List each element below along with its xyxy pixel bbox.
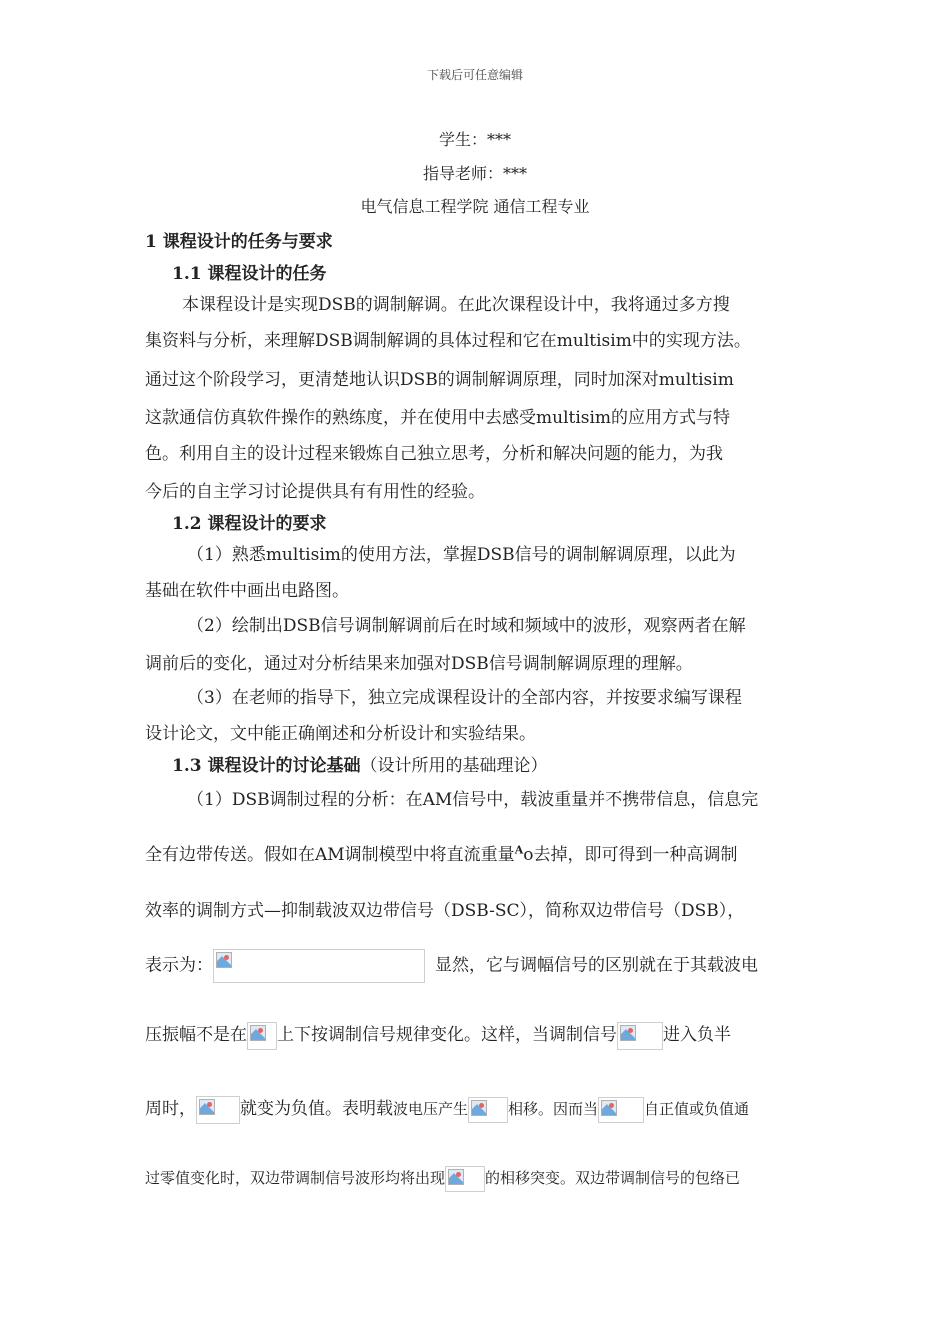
text-run: 全有边带传送。假如在AM调制模型中将直流重量 (145, 845, 515, 865)
paragraph-line: 调前后的变化，通过对分析结果来加强对DSB信号调制解调原理的理解。 (145, 654, 693, 674)
text-run: 过零值变化时，双边带调制信号波形均将出现 (145, 1169, 446, 1187)
text-run: 周时， (145, 1099, 196, 1119)
formula-image (445, 1166, 485, 1192)
paragraph-line (145, 1166, 815, 1192)
section-1-2-title: 1.2 课程设计的要求 (172, 514, 327, 534)
broken-image-icon (471, 1100, 487, 1116)
page-header: 下载后可任意编辑 (426, 68, 523, 82)
paragraph-line: （1）DSB调制过程的分析：在AM信号中，载波重量并不携带信息，信息完 (187, 790, 759, 810)
paragraph-line (145, 840, 815, 865)
formula-image (617, 1022, 663, 1050)
formula-image (468, 1097, 508, 1123)
section-1-3-title-bold: 1.3 课程设计的讨论基础 (172, 756, 361, 776)
broken-image-icon (620, 1025, 636, 1041)
section-1-3-title (172, 751, 548, 776)
paragraph-line (145, 1094, 815, 1124)
formula-symbol-a0: A (514, 843, 524, 857)
text-run: 自正值或负值通 (644, 1100, 750, 1118)
text-run: 的相移突变。双边带调制信号的包络已 (485, 1169, 741, 1187)
paragraph-line: 基础在软件中画出电路图。 (145, 581, 349, 601)
section-1-title: 1 课程设计的任务与要求 (145, 232, 333, 252)
paragraph-line: （3）在老师的指导下，独立完成课程设计的全部内容，并按要求编写课程 (187, 688, 742, 708)
paragraph-line: 设计论文，文中能正确阐述和分析设计和实验结果。 (145, 724, 536, 744)
text-run: 进入负半 (663, 1025, 731, 1045)
paragraph-line: 本课程设计是实现DSB的调制解调。在此次课程设计中，我将通过多方搜 (182, 295, 730, 315)
formula-image (196, 1096, 240, 1124)
college-line: 电气信息工程学院 通信工程专业 (360, 197, 590, 216)
broken-image-icon (216, 952, 232, 968)
formula-image (213, 949, 425, 983)
text-run: 显然，它与调幅信号的区别就在于其载波电 (435, 955, 758, 976)
text-run: 表示为： (145, 955, 213, 976)
text-run: 相移。因而当 (508, 1100, 599, 1118)
broken-image-icon (250, 1025, 266, 1041)
broken-image-icon (448, 1169, 464, 1185)
formula-image (247, 1022, 277, 1050)
paragraph-line: 集资料与分析，来理解DSB调制解调的具体过程和它在multisim中的实现方法。 (145, 331, 751, 351)
text-run: 波电压产生 (393, 1100, 469, 1118)
text-run: o去掉，即可得到一种高调制 (523, 845, 738, 865)
broken-image-icon (199, 1099, 215, 1115)
paragraph-line: 今后的自主学习讨论提供具有有用性的经验。 (145, 482, 485, 502)
paragraph-line: 效率的调制方式—抑制载波双边带信号（DSB-SC），简称双边带信号（DSB）， (145, 901, 745, 921)
student-line: 学生：*** (438, 130, 511, 149)
text-run: 就变为负值。表明载 (240, 1099, 393, 1119)
paragraph-line: 这款通信仿真软件操作的熟练度，并在使用中去感受multisim的应用方式与特 (145, 408, 731, 428)
paragraph-line (145, 949, 815, 983)
text-run: 上下按调制信号规律变化。这样，当调制信号 (277, 1025, 617, 1045)
paragraph-line (145, 1020, 815, 1050)
text-run: 压振幅不是在 (145, 1025, 247, 1045)
paragraph-line: （2）绘制出DSB信号调制解调前后在时域和频域中的波形，观察两者在解 (187, 616, 746, 636)
advisor-line: 指导老师：*** (422, 164, 527, 183)
paragraph-line: 色。利用自主的设计过程来锻炼自己独立思考，分析和解决问题的能力，为我 (145, 444, 723, 464)
section-1-3-title-note: （设计所用的基础理论） (360, 756, 548, 776)
paragraph-line: 通过这个阶段学习，更清楚地认识DSB的调制解调原理，同时加深对multisim (145, 370, 734, 390)
formula-image (598, 1097, 644, 1123)
paragraph-line: （1）熟悉multisim的使用方法，掌握DSB信号的调制解调原理，以此为 (187, 545, 736, 565)
broken-image-icon (601, 1100, 617, 1116)
section-1-1-title: 1.1 课程设计的任务 (172, 264, 327, 284)
